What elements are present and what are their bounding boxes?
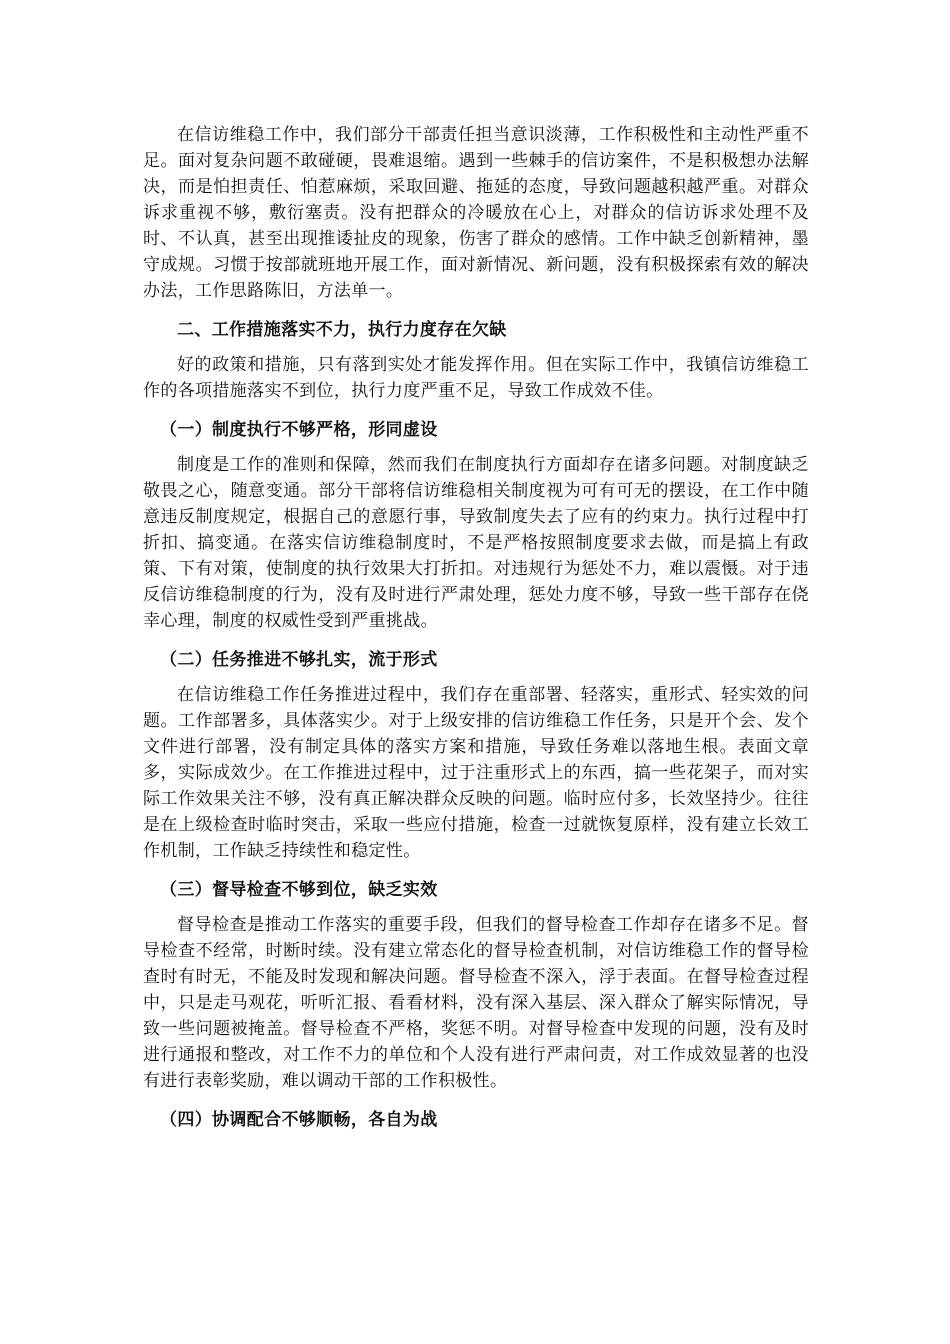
subsection-heading: （四）协调配合不够顺畅，各自为战 <box>160 1110 438 1130</box>
body-paragraph: 在信访维稳工作任务推进过程中，我们存在重部署、轻落实，重形式、轻实效的问题。工作部署多，具体落实少。对于上级安排的信访维稳工作任务，只是开个会、发个文件进行部署，没有制定具体的落实方案和措施，导致任务难以落地生根。表面文章多，实际成效少。在工作推进过程中，过于注重形式上的东西，搞一些花架子，而对实际工作效果关注不够，没有真正解决群众反映的问题。临时应付多，长效坚持少。往往是在上级检查时临时突击，采取一些应付措施，检查一过就恢复原样，没有建立长效工作机制，工作缺乏持续性和稳定性。 <box>143 685 809 861</box>
body-paragraph: 好的政策和措施，只有落到实处才能发挥作用。但在实际工作中，我镇信访维稳工作的各项措施落实不到位，执行力度严重不足，导致工作成效不佳。 <box>143 355 809 401</box>
body-paragraph: 督导检查是推动工作落实的重要手段，但我们的督导检查工作却存在诸多不足。督导检查不经常，时断时续。没有建立常态化的督导检查机制，对信访维稳工作的督导检查时有时无，不能及时发现和解决问题。督导检查不深入，浮于表面。在督导检查过程中，只是走马观花，听听汇报、看看材料，没有深入基层、深入群众了解实际情况，导致一些问题被掩盖。督导检查不严格，奖惩不明。对督导检查中发现的问题，没有及时进行通报和整改，对工作不力的单位和个人没有进行严肃问责，对工作成效显著的也没有进行表彰奖励，难以调动干部的工作积极性。 <box>143 915 809 1091</box>
body-paragraph: 在信访维稳工作中，我们部分干部责任担当意识淡薄，工作积极性和主动性严重不足。面对复杂问题不敢碰硬，畏难退缩。遇到一些棘手的信访案件，不是积极想办法解决，而是怕担责任、怕惹麻烦，采取回避、拖延的态度，导致问题越积越严重。对群众诉求重视不够，敷衍塞责。没有把群众的冷暖放在心上，对群众的信访诉求处理不及时、不认真，甚至出现推诿扯皮的现象，伤害了群众的感情。工作中缺乏创新精神，墨守成规。习惯于按部就班地开展工作，面对新情况、新问题，没有积极探索有效的解决办法，工作思路陈旧，方法单一。 <box>143 125 809 301</box>
subsection-heading: （二）任务推进不够扎实，流于形式 <box>160 650 438 670</box>
section-heading: 二、工作措施落实不力，执行力度存在欠缺 <box>177 320 507 340</box>
body-paragraph: 制度是工作的准则和保障，然而我们在制度执行方面却存在诸多问题。对制度缺乏敬畏之心，随意变通。部分干部将信访维稳相关制度视为可有可无的摆设，在工作中随意违反制度规定，根据自己的意愿行事，导致制度失去了应有的约束力。执行过程中打折扣、搞变通。在落实信访维稳制度时，不是严格按照制度要求去做，而是搞上有政策、下有对策，使制度的执行效果大打折扣。对违规行为惩处不力，难以震慑。对于违反信访维稳制度的行为，没有及时进行严肃处理，惩处力度不够，导致一些干部存在侥幸心理，制度的权威性受到严重挑战。 <box>143 455 809 631</box>
subsection-heading: （一）制度执行不够严格，形同虚设 <box>160 420 438 440</box>
subsection-heading: （三）督导检查不够到位，缺乏实效 <box>160 880 438 900</box>
document-page <box>143 122 809 1133</box>
